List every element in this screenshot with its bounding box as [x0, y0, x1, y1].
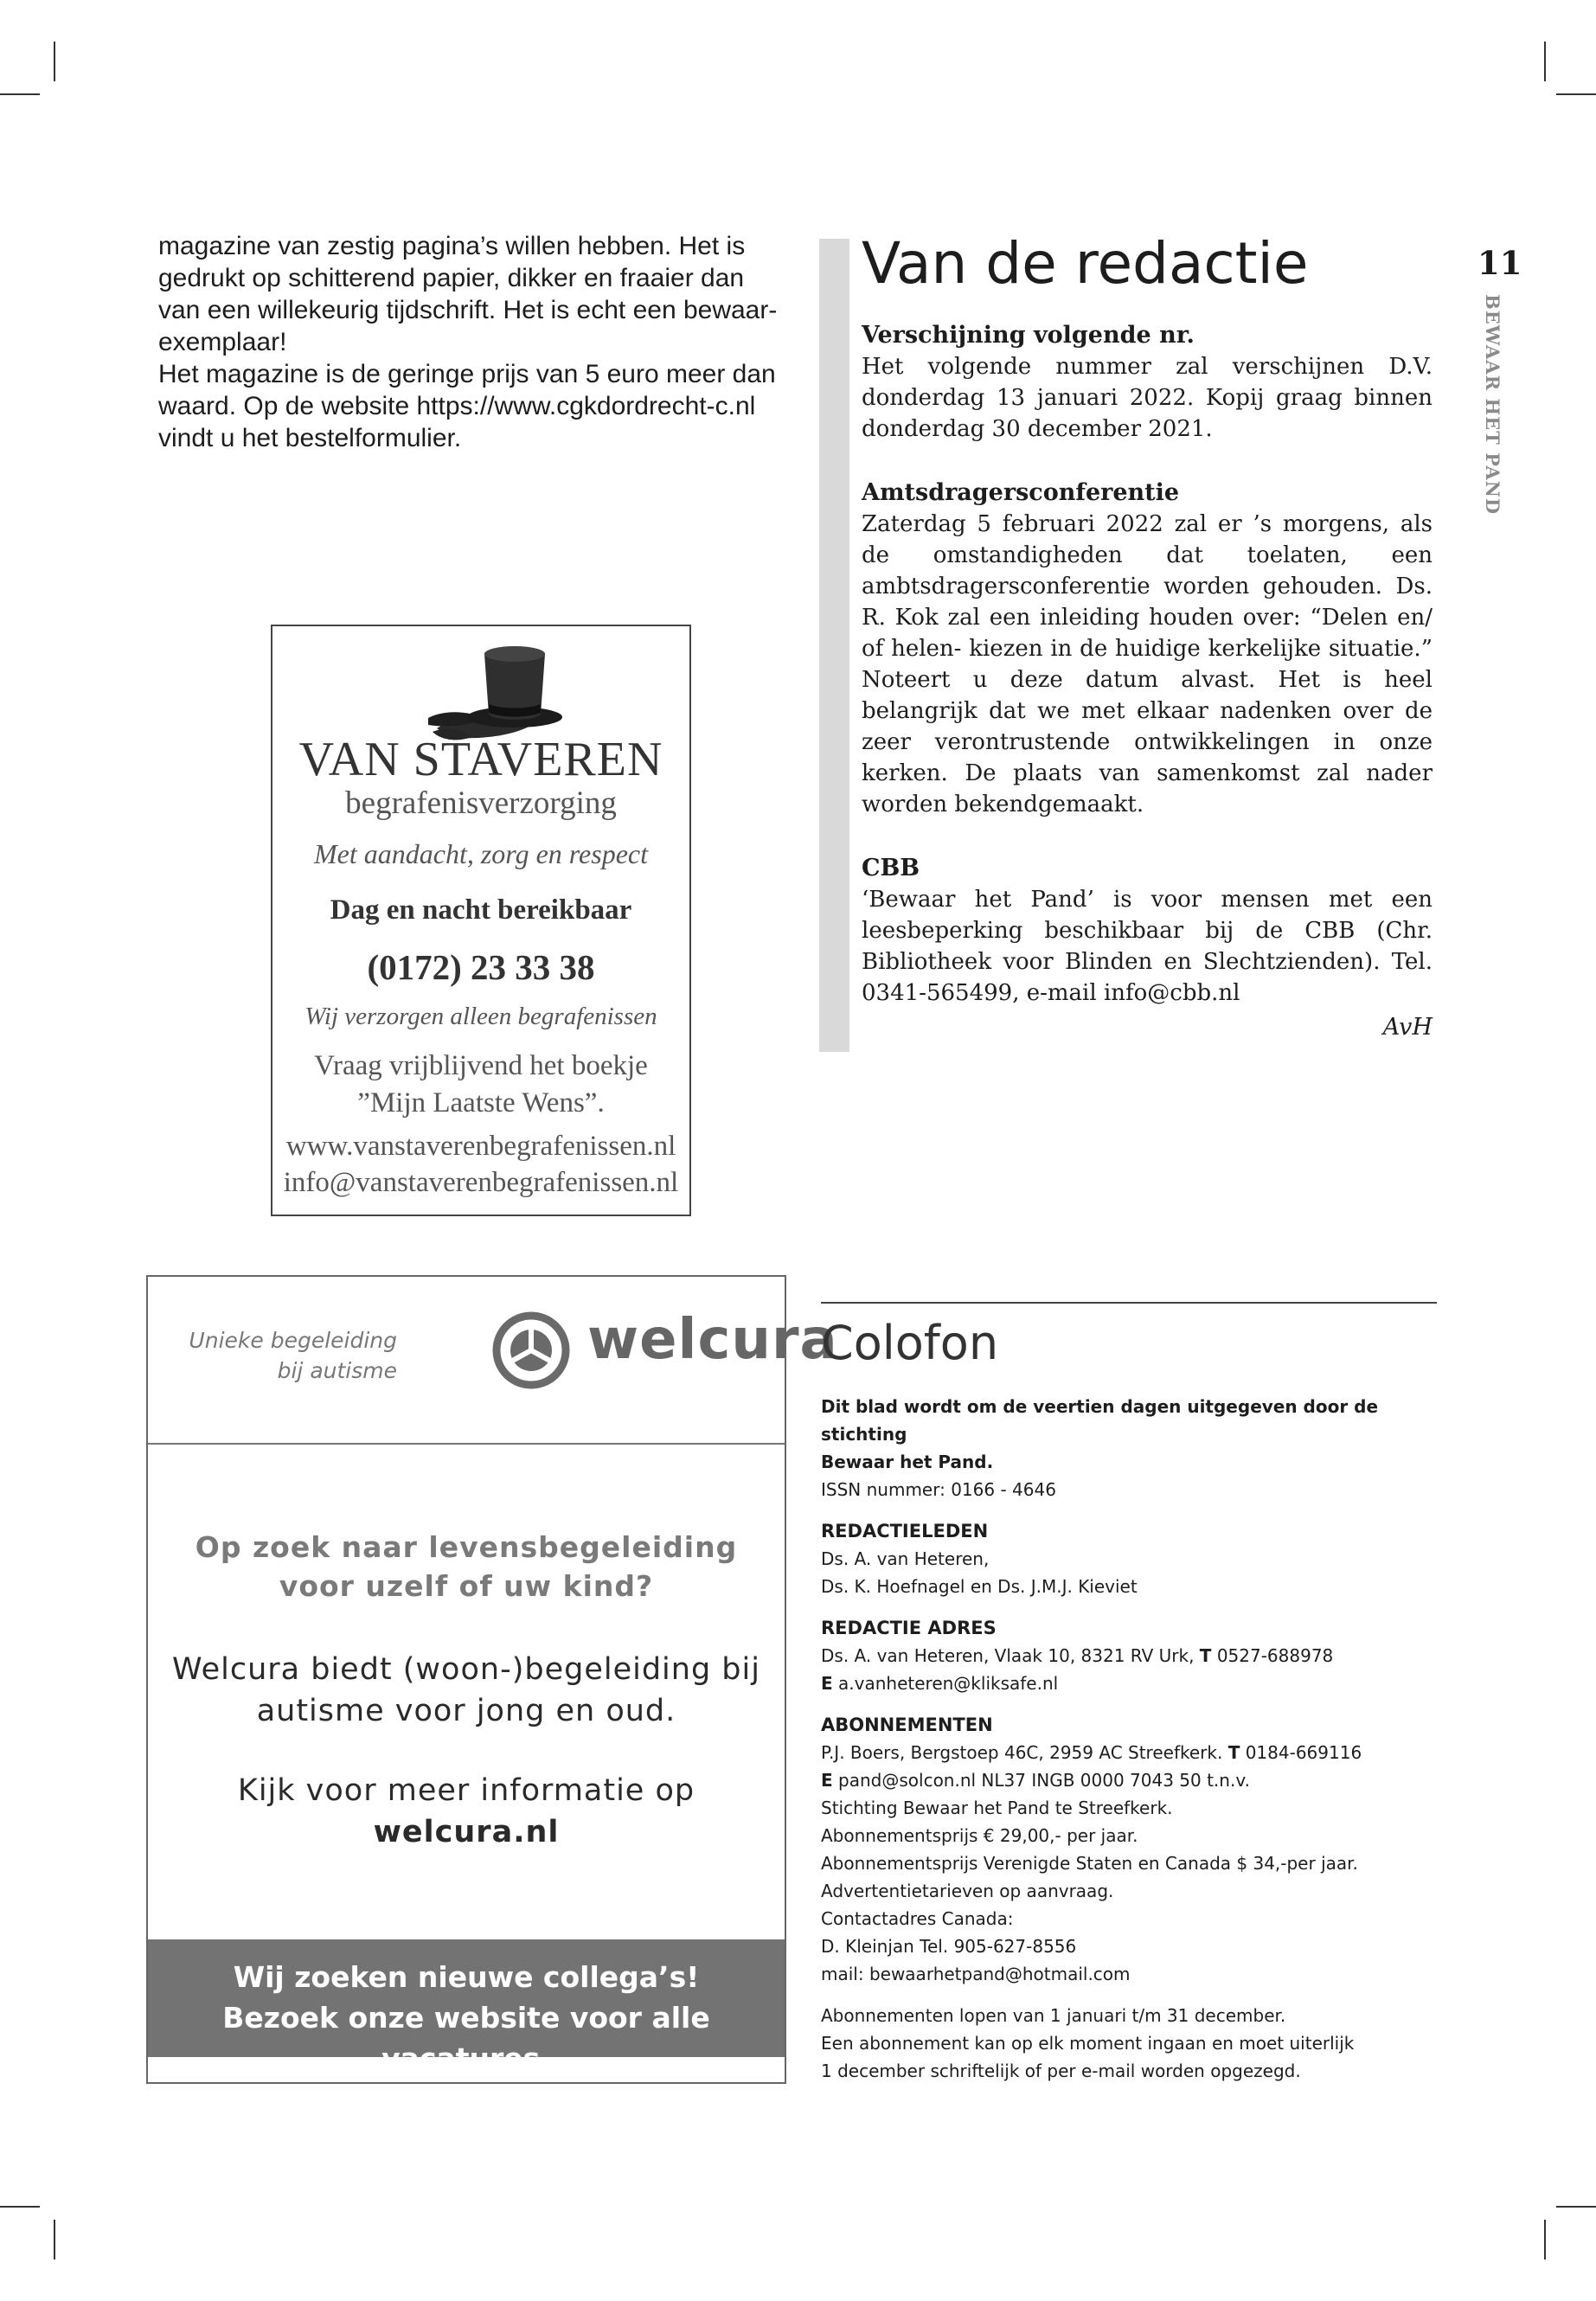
continuation-text: [158, 230, 781, 454]
colofon-rule: [821, 1302, 1437, 1304]
colofon-line: [821, 1670, 1437, 1697]
ad-booklet: ”Mijn Laatste Wens”.: [357, 1087, 605, 1118]
colofon-line: Abonnementsprijs € 29,00,- per jaar.: [821, 1825, 1138, 1846]
colofon-final: [821, 2002, 1437, 2085]
colofon-line: Abonnementen lopen van 1 januari t/m 31 december.: [821, 2005, 1286, 2026]
phone-text: 0184-669116: [1245, 1742, 1362, 1763]
abonnementen-heading: ABONNEMENTEN: [821, 1715, 993, 1735]
intro-line: Bewaar het Pand.: [821, 1452, 994, 1472]
phone-label: T: [1199, 1645, 1212, 1666]
colofon-line: Ds. K. Hoefnagel en Ds. J.M.J. Kieviet: [821, 1576, 1138, 1597]
colofon-line: Abonnementsprijs Verenigde Staten en Canada $ 34,-per jaar.: [821, 1853, 1358, 1874]
question-line: voor uzelf of uw kind?: [279, 1569, 654, 1603]
colofon-line: Stichting Bewaar het Pand te Streefkerk.: [821, 1798, 1173, 1818]
welcura-question: [148, 1528, 785, 1606]
colofon-line: Advertentietarieven op aanvraag.: [821, 1881, 1114, 1901]
redactie-adres-heading: REDACTIE ADRES: [821, 1618, 997, 1638]
ad-website: www.vanstaverenbegrafenissen.nl: [285, 1131, 676, 1162]
welcura-info: [148, 1770, 785, 1853]
van-staveren-ad: [271, 625, 691, 1216]
section-title: Amtsdragersconferentie: [862, 479, 1180, 506]
redactie-title: Van de redactie: [862, 230, 1309, 297]
crop-mark: [1556, 2206, 1596, 2208]
welcura-divider: [148, 1443, 785, 1445]
welcura-offer: [148, 1649, 785, 1732]
colofon-line: Ds. A. van Heteren,: [821, 1548, 990, 1569]
ad-availability: Dag en nacht bereikbaar: [330, 894, 632, 926]
text-line: magazine van zestig pagina’s willen hebben. Het is: [158, 232, 746, 260]
crop-mark: [1556, 93, 1596, 95]
ad-email: info@vanstaverenbegrafenissen.nl: [283, 1167, 679, 1198]
redactie-section: [862, 853, 1433, 1009]
welcura-tagline: [181, 1325, 397, 1386]
colofon-intro: [821, 1393, 1437, 1476]
offer-line: Welcura biedt (woon-)begeleiding bij: [172, 1652, 760, 1687]
offer-line: autisme voor jong en oud.: [256, 1694, 676, 1728]
section-body: Het volgende nummer zal verschijnen D.V. donderdag 13 januari 2022. Kopij graag binnen donderdag 30 december 2021.: [862, 354, 1433, 442]
text-line: van een willekeurig tijdschrift. Het is echt een bewaar-: [158, 296, 778, 324]
section-body: Zaterdag 5 februari 2022 zal er ’s morgens, als de omstandigheden dat toelaten, een ambtsdragersconferentie worden gehouden. Ds. R. Kok zal een inleiding houden over: “Delen en/ of helen- kiezen in de huidige kerkelijke situatie.” Noteert u deze datum alvast. Het is heel belangrijk dat we met elkaar nadenken over de zeer verontrustende ontwikkelingen in onze kerken. De plaats van samenkomst zal nader worden bekendgemaakt.: [862, 511, 1433, 817]
colofon-line: mail: bewaarhetpand@hotmail.com: [821, 1964, 1131, 1984]
info-line: Kijk voor meer informatie op: [237, 1773, 695, 1808]
crop-mark: [1544, 2220, 1546, 2259]
crop-mark: [0, 93, 40, 95]
colofon-issn: ISSN nummer: 0166 - 4646: [821, 1479, 1056, 1500]
colofon-line: 1 december schriftelijk of per e-mail worden opgezegd.: [821, 2061, 1301, 2081]
colofon-line: Een abonnement kan op elk moment ingaan en moet uiterlijk: [821, 2033, 1355, 2054]
colofon-line: Contactadres Canada:: [821, 1908, 1014, 1929]
running-head-text: BEWAAR HET PAND: [1482, 294, 1503, 516]
text-line: Het magazine is de geringe prijs van 5 euro meer dan: [158, 360, 776, 388]
ad-motto: Met aandacht, zorg en respect: [314, 838, 648, 869]
text-line: waard. Op de website https://www.cgkdordrecht-c.nl: [158, 392, 756, 420]
text-line: vindt u het bestelformulier.: [158, 424, 462, 452]
banner-line: Bezoek onze website voor alle vacatures.: [222, 2001, 710, 2075]
welcura-link[interactable]: welcura.nl: [373, 1815, 560, 1849]
intro-line: Dit blad wordt om de veertien dagen uitgegeven door de stichting: [821, 1396, 1379, 1445]
colofon-line: [821, 1739, 1437, 1766]
tagline-line: bij autisme: [277, 1358, 397, 1383]
question-line: Op zoek naar levensbegeleiding: [195, 1530, 738, 1564]
colofon-title: Colofon: [821, 1316, 999, 1370]
section-title: Verschijning volgende nr.: [862, 322, 1195, 349]
ad-brand: VAN STAVEREN: [298, 733, 663, 786]
address-text: P.J. Boers, Bergstoep 46C, 2959 AC Streefkerk.: [821, 1742, 1223, 1763]
section-title: CBB: [862, 855, 920, 881]
redactie-signature: AvH: [1382, 1014, 1433, 1041]
section-body: ‘Bewaar het Pand’ is voor mensen met een leesbeperking beschikbaar bij de CBB (Chr. Bibliotheek voor Blinden en Slechtzienden). Tel. 0341-565499, e-mail info@cbb.nl: [862, 887, 1433, 1006]
text-line: gedrukt op schitterend papier, dikker en fraaier dan: [158, 264, 745, 292]
ad-only-funerals: Wij verzorgen alleen begrafenissen: [304, 1003, 657, 1030]
phone-text: 0527-688978: [1216, 1645, 1334, 1666]
colofon: [821, 1313, 1437, 2085]
crop-mark: [0, 2206, 40, 2208]
ad-subtitle: begrafenisverzorging: [345, 785, 617, 821]
redactie-section: [862, 320, 1433, 445]
crop-mark: [54, 2220, 55, 2259]
redactie-column: [862, 227, 1433, 1043]
top-hat-icon: [402, 635, 575, 747]
email-text: pand@solcon.nl NL37 INGB 0000 7043 50 t.n.v.: [838, 1770, 1250, 1791]
colofon-line: [821, 1766, 1437, 1794]
running-head: [1476, 294, 1510, 516]
crop-mark: [1544, 42, 1546, 81]
redactie-side-bar: [819, 239, 849, 1052]
ad-phone: (0172) 23 33 38: [367, 947, 595, 987]
email-text[interactable]: a.vanheteren@kliksafe.nl: [838, 1673, 1059, 1694]
welcura-logo-icon: [492, 1311, 570, 1389]
redactie-section: [862, 478, 1433, 820]
ad-ask: Vraag vrijblijvend het boekje: [314, 1050, 648, 1081]
welcura-ad: [146, 1275, 838, 2084]
email-label: E: [821, 1770, 833, 1791]
banner-line: Wij zoeken nieuwe collega’s!: [233, 1960, 700, 1994]
page-number: 11: [1477, 244, 1522, 282]
colofon-line: D. Kleinjan Tel. 905-627-8556: [821, 1936, 1077, 1957]
welcura-banner: [148, 1939, 785, 2075]
crop-mark: [54, 42, 55, 81]
email-label: E: [821, 1673, 833, 1694]
address-text: Ds. A. van Heteren, Vlaak 10, 8321 RV Urk,: [821, 1645, 1195, 1666]
welcura-logo-text: welcura: [587, 1308, 838, 1372]
redactieleden-heading: REDACTIELEDEN: [821, 1521, 989, 1541]
colofon-line: [821, 1642, 1437, 1670]
tagline-line: Unieke begeleiding: [189, 1328, 397, 1353]
text-line: exemplaar!: [158, 328, 287, 356]
phone-label: T: [1227, 1742, 1240, 1763]
